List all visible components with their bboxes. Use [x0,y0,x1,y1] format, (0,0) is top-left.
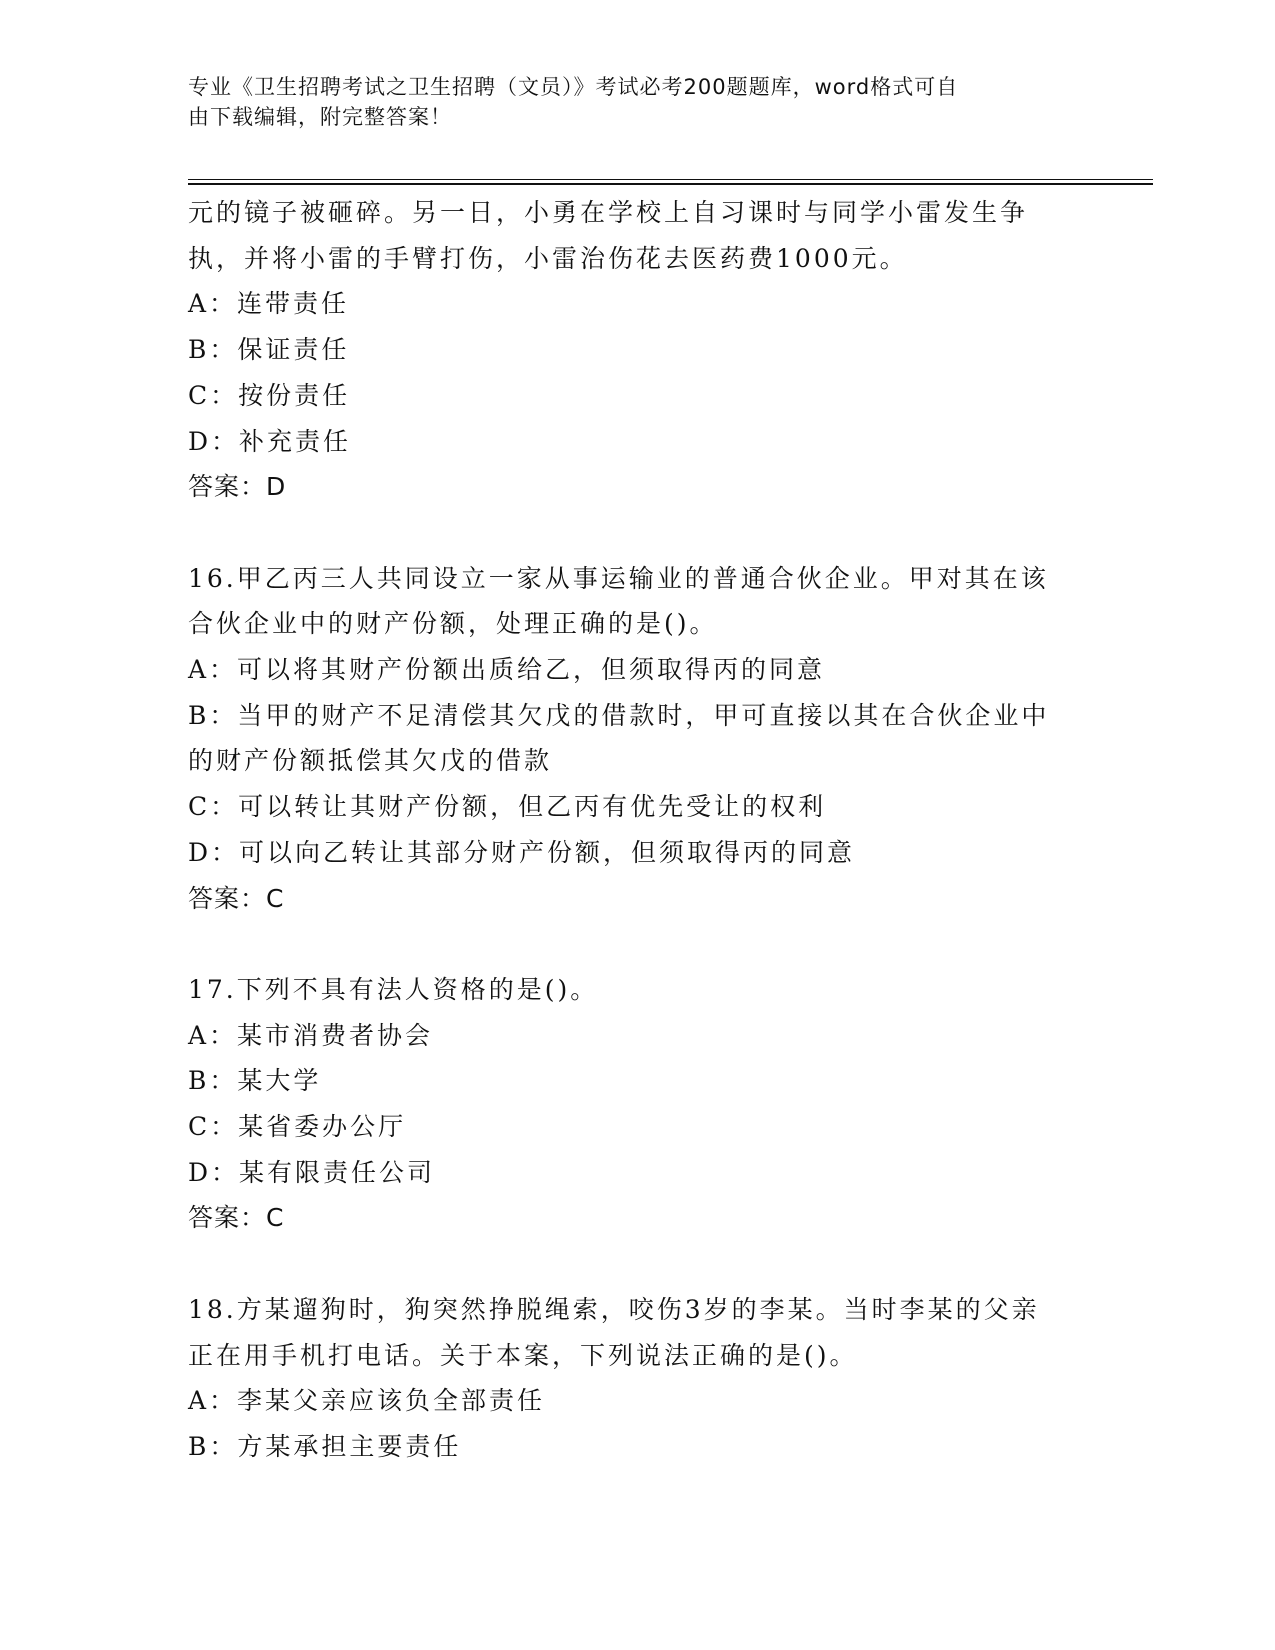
question-17-stem: 17.下列不具有法人资格的是()。 [188,974,599,1004]
spacer [188,1241,1088,1287]
question-17-block [188,967,1088,1241]
question-18-option-b: B：方某承担主要责任 [188,1431,462,1461]
question-15-option-d: D：补充责任 [188,426,352,456]
question-18-option-a: A：李某父亲应该负全部责任 [188,1386,546,1416]
question-18-stem-line-1: 18.方某遛狗时，狗突然挣脱绳索，咬伤3岁的李某。当时李某的父亲 [188,1294,1040,1324]
question-16-option-a: A：可以将其财产份额出质给乙，但须取得丙的同意 [188,655,826,685]
header-divider-thin [188,179,1153,180]
question-18-stem-line-2: 正在用手机打电话。关于本案，下列说法正确的是()。 [188,1340,858,1370]
question-16-option-d: D：可以向乙转让其部分财产份额，但须取得丙的同意 [188,837,856,867]
question-17-option-c: C：某省委办公厅 [188,1112,407,1142]
spacer [188,921,1088,967]
question-list [188,190,1088,1470]
question-16-answer: 答案：C [188,883,285,913]
question-18-block [188,1287,1088,1470]
question-16-stem-line-2: 合伙企业中的财产份额，处理正确的是()。 [188,609,718,639]
header-line-2: 由下载编辑，附完整答案！ [188,105,452,129]
question-15-option-b: B：保证责任 [188,335,350,365]
spacer [188,510,1088,556]
question-15-block [188,190,1088,510]
document-header [188,72,1088,132]
header-line-1: 专业《卫生招聘考试之卫生招聘（文员）》考试必考200题题库，word格式可自 [188,75,959,99]
question-17-option-d: D：某有限责任公司 [188,1157,436,1187]
question-15-stem-line-1: 元的镜子被砸碎。另一日，小勇在学校上自习课时与同学小雷发生争 [188,198,1029,227]
question-17-answer: 答案：C [188,1203,285,1233]
question-16-block [188,556,1088,922]
question-15-option-c: C：按份责任 [188,380,351,410]
question-16-option-b-line-1: B：当甲的财产不足清偿其欠戊的借款时，甲可直接以其在合伙企业中 [188,700,1050,730]
question-16-stem-line-1: 16.甲乙丙三人共同设立一家从事运输业的普通合伙企业。甲对其在该 [188,563,1049,593]
question-16-option-b-line-2: 的财产份额抵偿其欠戊的借款 [188,746,553,776]
question-15-option-a: A：连带责任 [188,289,350,319]
header-divider-thick [188,183,1153,185]
question-15-stem-line-2: 执，并将小雷的手臂打伤，小雷治伤花去医药费1000元。 [188,243,908,273]
question-17-option-b: B：某大学 [188,1066,322,1096]
question-16-option-c: C：可以转让其财产份额，但乙丙有优先受让的权利 [188,792,827,822]
question-15-answer: 答案：D [188,472,287,502]
question-17-option-a: A：某市消费者协会 [188,1020,434,1050]
